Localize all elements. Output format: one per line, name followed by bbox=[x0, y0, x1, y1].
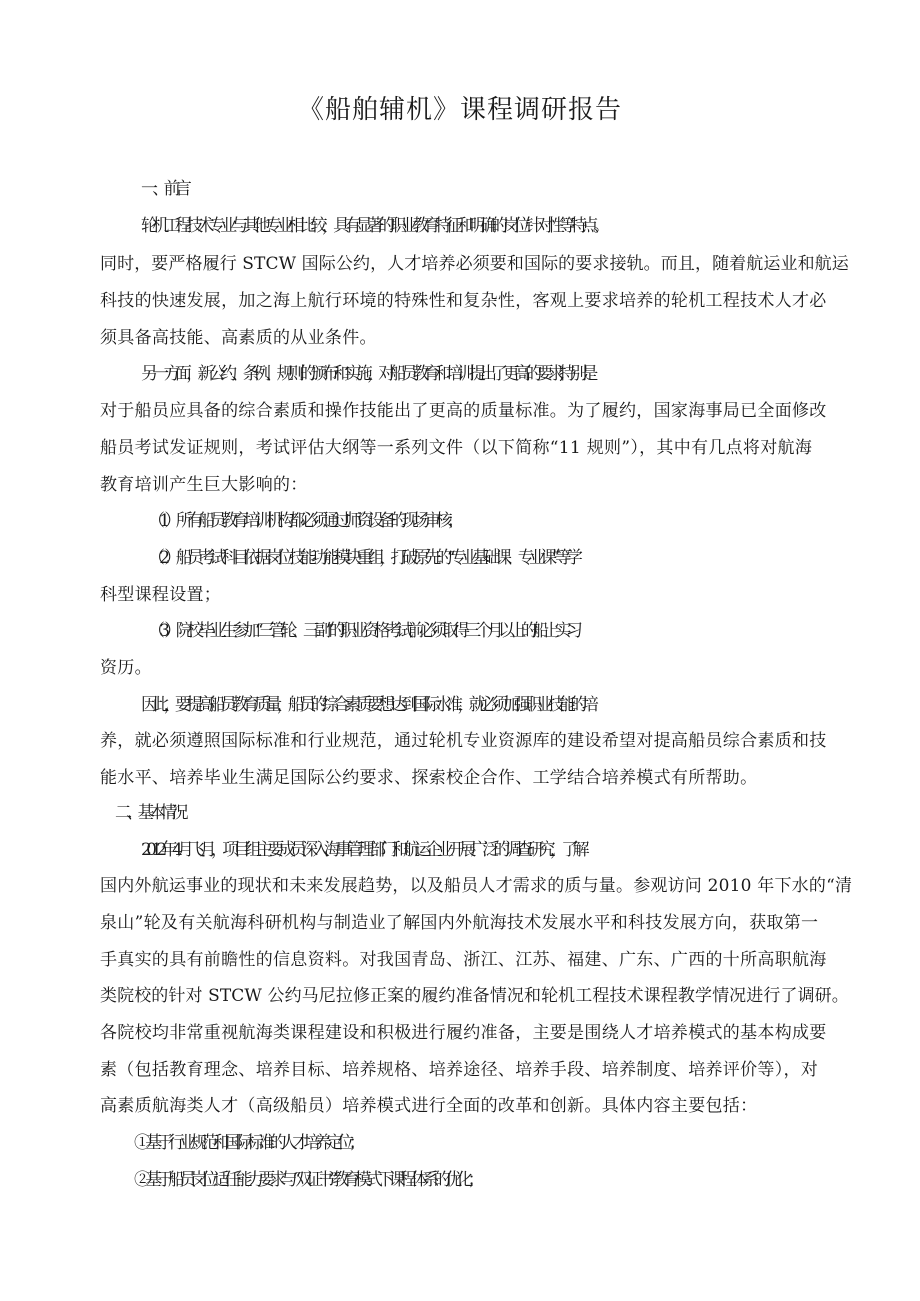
paragraph-line: 国内外航运事业的现状和未来发展趋势，以及船员人才需求的质与量。参观访问 2010 年下水的“清 bbox=[100, 876, 853, 896]
paragraph-line: 教育培训产生巨大影响的： bbox=[100, 475, 308, 495]
paragraph-line: 轮机工程技术专业与其他专业相比较，具有显著的职业教育特征和明确的岗位针对性等特点。 bbox=[141, 216, 605, 236]
list-item: ②基于船员岗位适任能力要求与“双证书”教育模式下课程体系的优化； bbox=[134, 1170, 479, 1190]
paragraph-line: 另一方面，新公约、条例、规则的颁布和实施，对船员教育和培训提出了更高的要求,特别是 bbox=[141, 364, 593, 384]
paragraph-line: 养，就必须遵照国际标准和行业规范，通过轮机专业资源库的建设希望对提高船员综合素质和技 bbox=[100, 731, 827, 751]
heading-basic-situation: 二、基本情况 bbox=[115, 803, 183, 823]
report-title: 《船舶辅机》课程调研报告 bbox=[297, 95, 622, 125]
paragraph-line: 2012 年 4 月飞月，项目组主要成员深入海事管理部门和航运企业开展广泛的调查研究，了解 bbox=[141, 840, 584, 860]
list-item-continuation: 资历。 bbox=[100, 658, 152, 678]
paragraph-line: 因此，要提高船员教育质量，船员的综合素质要想达到国际水准，就必须加强职业技能的培 bbox=[141, 695, 593, 715]
list-item: ①基于行业规范和国际标准的人才培养定位； bbox=[134, 1133, 360, 1153]
list-item: （2）船员考试科目依据岗位技能功能模块重组，打破原先的“专业基础课、专业课”等学 bbox=[148, 548, 578, 568]
paragraph-line: 类院校的针对 STCW 公约马尼拉修正案的履约准备情况和轮机工程技术课程教学情况进行了调研。 bbox=[100, 986, 849, 1006]
heading-preface: 一、前言 bbox=[141, 179, 187, 199]
paragraph-line: 泉山”轮及有关航海科研机构与制造业了解国内外航海技术发展水平和科技发展方向，获取第一 bbox=[100, 913, 819, 933]
paragraph-line: 能水平、培养毕业生满足国际公约要求、探索校企合作、工学结合培养模式有所帮助。 bbox=[100, 768, 758, 788]
paragraph-line: 高素质航海类人才（高级船员）培养模式进行全面的改革和创新。具体内容主要包括： bbox=[100, 1096, 758, 1116]
paragraph-line: 船员考试发证规则，考试评估大纲等一系列文件（以下简称“11 规则”），其中有几点将对航海 bbox=[100, 438, 813, 458]
list-item-continuation: 科型课程设置； bbox=[100, 585, 222, 605]
paragraph-line: 手真实的具有前瞻性的信息资料。对我国青岛、浙江、江苏、福建、广东、广西的十所高职航海 bbox=[100, 950, 827, 970]
paragraph-line: 同时，要严格履行 STCW 国际公约，人才培养必须要和国际的要求接轨。而且，随着航运业和航运 bbox=[100, 254, 849, 274]
paragraph-line: 对于船员应具备的综合素质和操作技能出了更高的质量标准。为了履约，国家海事局已全面修改 bbox=[100, 401, 827, 421]
paragraph-line: 须具备高技能、高素质的从业条件。 bbox=[100, 328, 377, 348]
paragraph-line: 科技的快速发展，加之海上航行环境的特殊性和复杂性，客观上要求培养的轮机工程技术人才必 bbox=[100, 291, 827, 311]
list-item: （3）院校毕业生参加“三管轮、三副”的职业资格考试前必须取得三个月以上的船上实习 bbox=[148, 621, 578, 641]
paragraph-line: 素（包括教育理念、培养目标、培养规格、培养途径、培养手段、培养制度、培养评价等），对 bbox=[100, 1060, 819, 1080]
list-item: （1）所有船员教育培训机构都必须通过师资设备的现场审核； bbox=[148, 511, 459, 531]
paragraph-line: 各院校均非常重视航海类课程建设和积极进行履约准备，主要是围绕人才培养模式的基本构成要 bbox=[100, 1023, 827, 1043]
